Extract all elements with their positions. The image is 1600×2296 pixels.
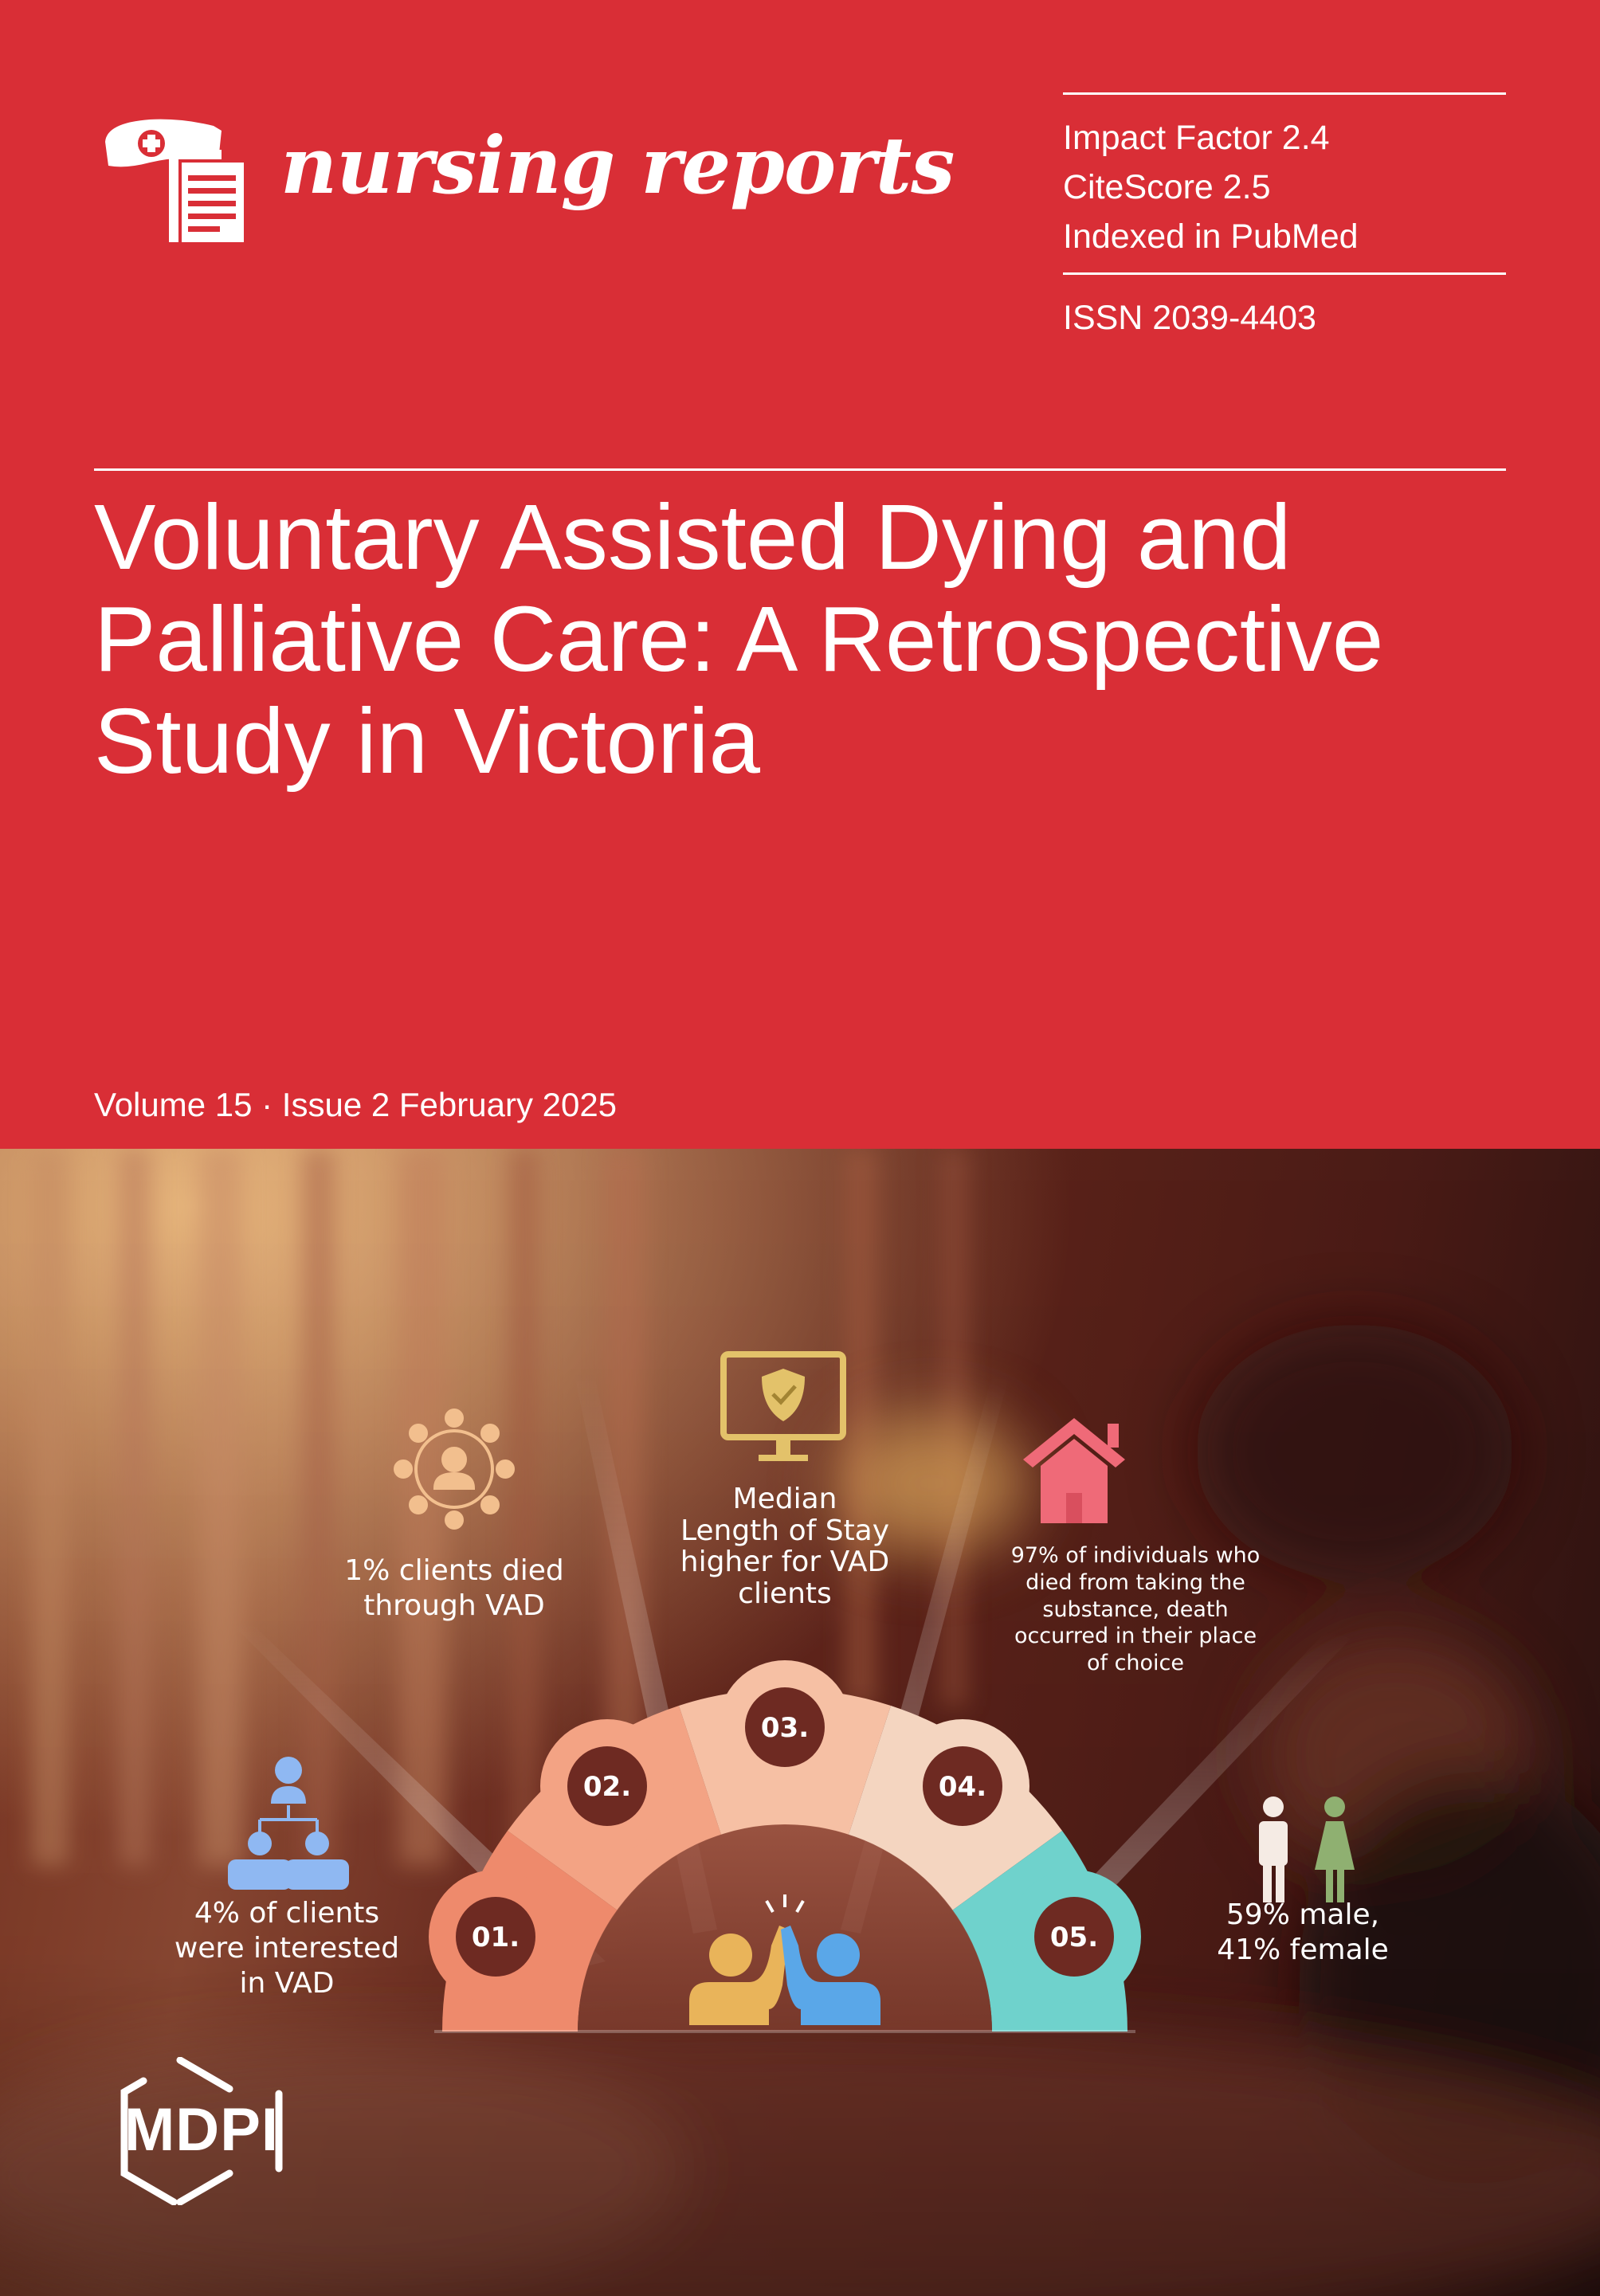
male-female-icon <box>1259 1796 1355 1902</box>
citescore: CiteScore 2.5 <box>1063 168 1271 206</box>
article-title <box>94 486 1544 792</box>
hierarchy-people-icon <box>228 1757 349 1890</box>
item-01-text: 4% of clients were interested in VAD <box>174 1897 400 2000</box>
nursing-reports-logo-icon <box>102 112 250 247</box>
network-person-icon <box>395 1410 513 1528</box>
high-five-icon <box>689 1894 880 2025</box>
article-title-line-3: Study in Victoria <box>94 689 761 793</box>
badge-04-number: 04. <box>938 1771 987 1803</box>
badge-02-number: 02. <box>582 1771 632 1803</box>
journal-title: nursing reports <box>280 120 955 212</box>
issn: ISSN 2039-4403 <box>1063 299 1316 337</box>
badge-03-number: 03. <box>760 1712 810 1744</box>
badge-01-number: 01. <box>471 1922 520 1953</box>
pubmed-indexing: Indexed in PubMed <box>1063 217 1359 256</box>
publisher-name: MDPI <box>124 2096 279 2164</box>
article-title-line-1: Voluntary Assisted Dying and <box>94 485 1292 589</box>
header-top-divider <box>1063 92 1506 95</box>
title-divider <box>94 468 1506 471</box>
monitor-shield-icon <box>724 1354 843 1461</box>
volume-issue-date: Volume 15 · Issue 2 February 2025 <box>94 1086 618 1123</box>
header-metrics-divider <box>1063 272 1506 275</box>
item-04-text: 97% of individuals who died from taking the substance, death occurred in their place of choice <box>1010 1543 1261 1675</box>
item-05-text: 59% male, 41% female <box>1217 1898 1389 1966</box>
badge-05-number: 05. <box>1049 1922 1099 1953</box>
article-title-line-2: Palliative Care: A Retrospective <box>94 587 1384 691</box>
impact-factor: Impact Factor 2.4 <box>1063 119 1330 157</box>
item-03-text: Median Length of Stay higher for VAD clients <box>680 1483 890 1610</box>
house-icon <box>1023 1418 1125 1523</box>
item-02-text: 1% clients died through VAD <box>344 1554 564 1622</box>
